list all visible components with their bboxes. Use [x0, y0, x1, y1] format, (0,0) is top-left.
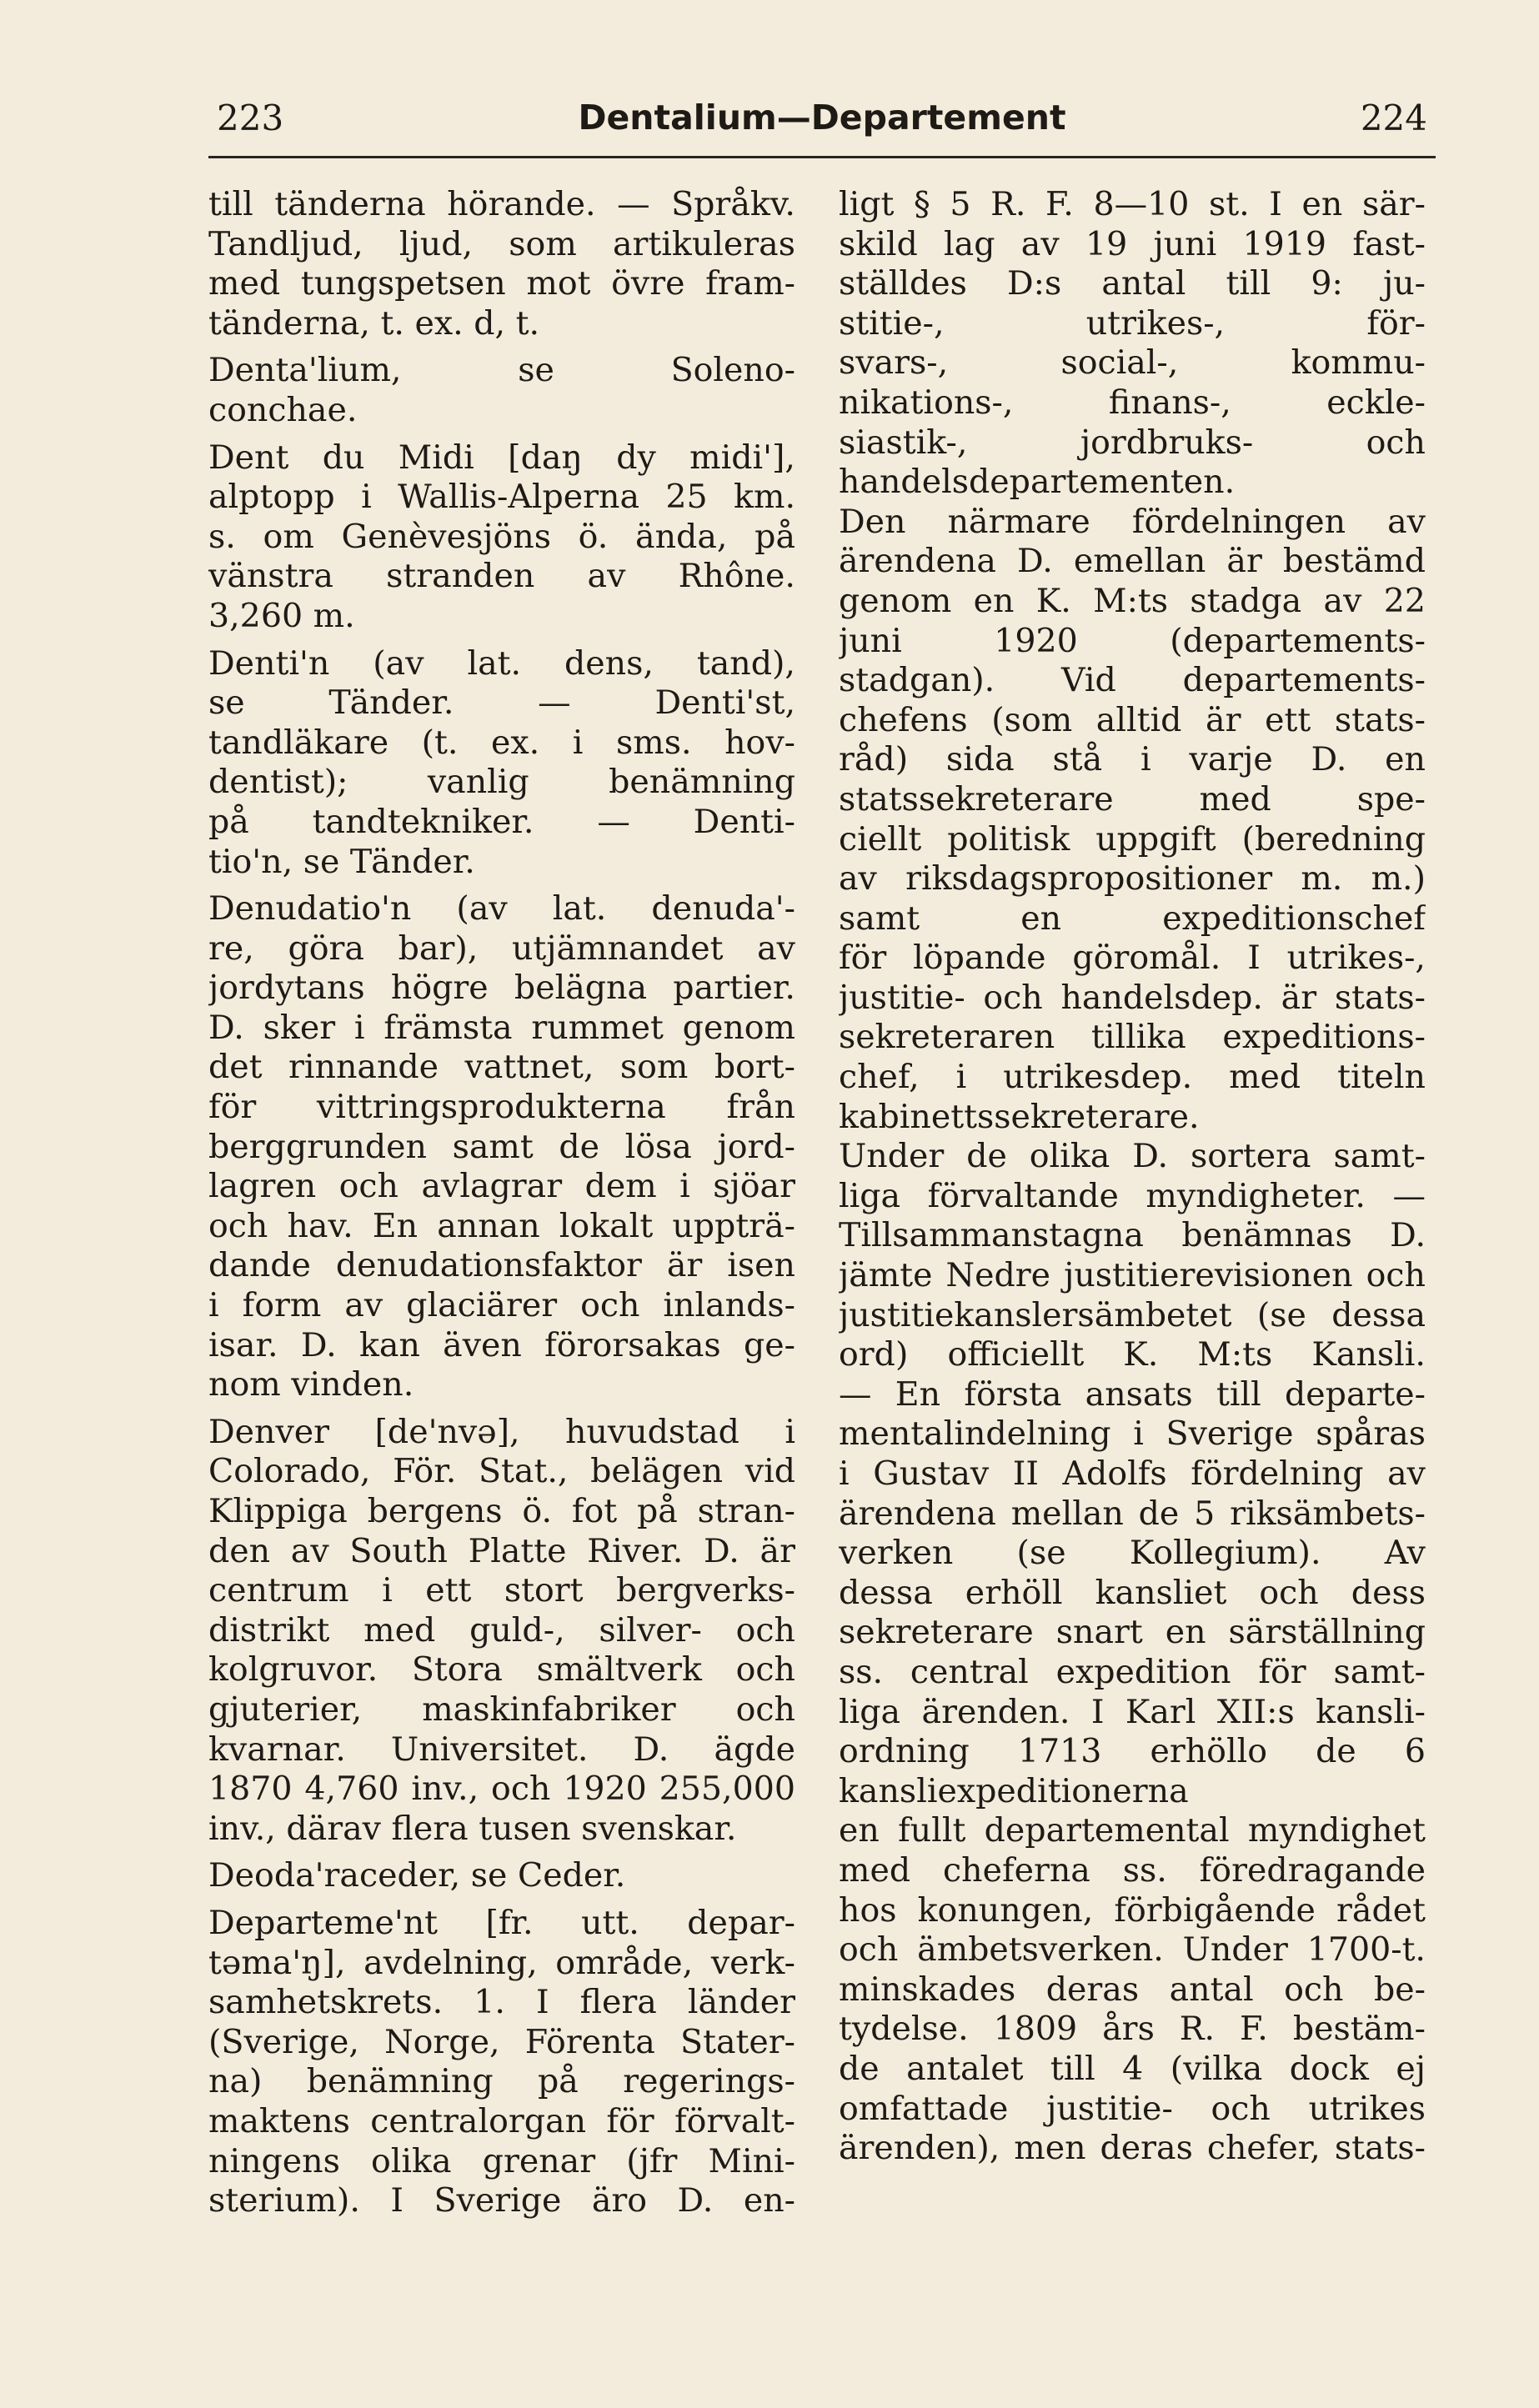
text-line: liga förvaltande myndigheter. —	[839, 1176, 1426, 1215]
page-header	[208, 90, 1436, 148]
text-line: dessa erhöll kansliet och dess	[839, 1573, 1426, 1612]
left-column	[208, 185, 795, 2221]
text-line: kvarnar. Universitet. D. ägde	[208, 1730, 795, 1769]
text-line: tandläkare (t. ex. i sms. hov-	[208, 723, 795, 762]
text-line: conchae.	[208, 390, 358, 429]
text-line: Denta'lium, se Soleno-	[208, 351, 795, 390]
text-line: sekreteraren tillika expeditions-	[839, 1018, 1426, 1057]
text-line: Klippiga bergens ö. fot på stran-	[208, 1492, 795, 1530]
page-number-left: 223	[217, 98, 284, 138]
text-line: på tandtekniker. — Denti-	[208, 802, 795, 841]
text-line: lagren och avlagrar dem i sjöar	[208, 1167, 795, 1206]
text-line: råd) sida stå i varje D. en	[839, 740, 1426, 779]
right-column	[839, 185, 1426, 2169]
text-line: sekreterare snart en särställning	[839, 1613, 1426, 1652]
text-line: för vittringsprodukterna från	[208, 1088, 795, 1127]
text-line: ärendena mellan de 5 riksämbets-	[839, 1494, 1426, 1533]
text-line: i form av glaciärer och inlands-	[208, 1286, 795, 1325]
text-line: med cheferna ss. föredragande	[839, 1850, 1426, 1890]
header-rule	[208, 156, 1436, 158]
text-line: justitiekanslersämbetet (se dessa	[839, 1295, 1426, 1334]
text-line: stitie-, utrikes-, för-	[839, 303, 1426, 343]
text-line: nom vinden.	[208, 1365, 414, 1404]
text-line: tio'n, se Tänder.	[208, 842, 475, 881]
text-line: med tungspetsen mot övre fram-	[208, 264, 795, 303]
text-line: re, göra bar), utjämnandet av	[208, 929, 795, 968]
text-line: Denudatio'n (av lat. denuda'-	[208, 889, 795, 929]
text-line: justitie- och handelsdep. är stats-	[839, 978, 1426, 1017]
text-line: Deoda'raceder, se Ceder.	[208, 1856, 626, 1895]
text-line: dande denudationsfaktor är isen	[208, 1246, 795, 1285]
text-line: maktens centralorgan för förvalt-	[208, 2101, 795, 2140]
text-line: genom en K. M:ts stadga av 22	[839, 581, 1426, 620]
text-line: i Gustav II Adolfs fördelning av	[839, 1454, 1426, 1493]
text-line: handelsdepartementen.	[839, 463, 1236, 502]
text-line: mentalindelning i Sverige spåras	[839, 1414, 1426, 1454]
running-head: Dentalium—Departement	[578, 98, 1066, 138]
text-line: Departeme'nt [fr. utt. depar-	[208, 1903, 795, 1942]
text-line: vänstra stranden av Rhône.	[208, 557, 795, 596]
text-line: chef, i utrikesdep. med titeln	[839, 1058, 1426, 1097]
text-line: — En första ansats till departe-	[839, 1374, 1426, 1414]
text-line: 1870 4,760 inv., och 1920 255,000	[208, 1770, 795, 1809]
text-line: alptopp i Wallis-Alperna 25 km.	[208, 478, 795, 517]
text-line: ciellt politisk uppgift (beredning	[839, 819, 1426, 859]
text-line: en fullt departemental myndighet	[839, 1811, 1426, 1850]
text-line: juni 1920 (departements-	[839, 621, 1426, 660]
text-line: gjuterier, maskinfabriker och	[208, 1690, 795, 1729]
text-line: Den närmare fördelningen av	[839, 502, 1426, 541]
text-line: statssekreterare med spe-	[839, 779, 1426, 819]
text-line: stadgan). Vid departements-	[839, 661, 1426, 700]
text-line: nikations-, finans-, eckle-	[839, 383, 1426, 422]
text-line: ärendena D. emellan är bestämd	[839, 542, 1426, 581]
text-line: skild lag av 19 juni 1919 fast-	[839, 224, 1426, 263]
text-line: (Sverige, Norge, Förenta Stater-	[208, 2022, 795, 2061]
text-line: Tandljud, ljud, som artikuleras	[208, 224, 795, 263]
text-line: Denti'n (av lat. dens, tand),	[208, 643, 795, 683]
text-line: ningens olika grenar (jfr Mini-	[208, 2141, 795, 2180]
text-line: chefens (som alltid är ett stats-	[839, 700, 1426, 739]
text-line: svars-, social-, kommu-	[839, 343, 1426, 383]
text-line: na) benämning på regerings-	[208, 2062, 795, 2101]
text-line: distrikt med guld-, silver- och	[208, 1610, 795, 1650]
text-line: Tillsammanstagna benämnas D.	[839, 1216, 1426, 1255]
text-line: jämte Nedre justitierevisionen och	[839, 1256, 1426, 1295]
text-line: jordytans högre belägna partier.	[208, 969, 795, 1008]
text-line: samhetskrets. 1. I flera länder	[208, 1983, 795, 2022]
text-line: D. sker i främsta rummet genom	[208, 1008, 795, 1047]
text-line: minskades deras antal och be-	[839, 1970, 1426, 2009]
text-line: berggrunden samt de lösa jord-	[208, 1127, 795, 1166]
text-line: inv., därav flera tusen svenskar.	[208, 1809, 737, 1848]
text-line: omfattade justitie- och utrikes	[839, 2089, 1426, 2128]
text-line: Dent du Midi [daŋ dy midi'],	[208, 438, 795, 477]
text-line: Colorado, För. Stat., belägen vid	[208, 1452, 795, 1491]
text-line: kolgruvor. Stora smältverk och	[208, 1650, 795, 1690]
text-line: hos konungen, förbigående rådet	[839, 1890, 1426, 1930]
text-line: ställdes D:s antal till 9: ju-	[839, 264, 1426, 303]
text-line: och ämbetsverken. Under 1700-t.	[839, 1930, 1426, 1970]
text-line: liga ärenden. I Karl XII:s kansli-	[839, 1692, 1426, 1731]
text-line: ärenden), men deras chefer, stats-	[839, 2129, 1426, 2168]
text-line: Denver [de'nvə], huvudstad i	[208, 1412, 795, 1451]
text-line: 3,260 m.	[208, 596, 355, 635]
text-line: s. om Genèvesjöns ö. ända, på	[208, 517, 795, 556]
text-line: verken (se Kollegium). Av	[839, 1534, 1426, 1573]
text-line: till tänderna hörande. — Språkv.	[208, 185, 795, 223]
page-number-right: 224	[1360, 98, 1427, 138]
text-line: tänderna, t. ex. d, t.	[208, 303, 540, 343]
text-line: se Tänder. — Denti'st,	[208, 683, 795, 723]
text-line: ord) officiellt K. M:ts Kansli.	[839, 1335, 1426, 1374]
text-line: dentist); vanlig benämning	[208, 763, 795, 802]
text-line: av riksdagspropositioner m. m.)	[839, 859, 1426, 899]
text-line: kabinettssekreterare.	[839, 1097, 1200, 1136]
text-line: təma'ŋ], avdelning, område, verk-	[208, 1943, 795, 1982]
text-line: för löpande göromål. I utrikes-,	[839, 939, 1426, 978]
text-line: ss. central expedition för samt-	[839, 1652, 1426, 1691]
text-line: centrum i ett stort bergverks-	[208, 1571, 795, 1610]
text-line: isar. D. kan även förorsakas ge-	[208, 1325, 795, 1364]
text-line: ordning 1713 erhöllo de 6	[839, 1732, 1426, 1771]
text-line: det rinnande vattnet, som bort-	[208, 1048, 795, 1087]
text-line: samt en expeditionschef	[839, 899, 1426, 938]
text-line: kansliexpeditionerna	[839, 1771, 1189, 1810]
text-line: den av South Platte River. D. är	[208, 1531, 795, 1570]
text-line: de antalet till 4 (vilka dock ej	[839, 2049, 1426, 2088]
text-line: siastik-, jordbruks- och	[839, 423, 1426, 462]
text-line: Under de olika D. sortera samt-	[839, 1137, 1426, 1176]
text-line: sterium). I Sverige äro D. en-	[208, 2181, 795, 2220]
text-line: och hav. En annan lokalt uppträ-	[208, 1206, 795, 1245]
text-line: ligt § 5 R. F. 8—10 st. I en sär-	[839, 185, 1426, 223]
text-line: tydelse. 1809 års R. F. bestäm-	[839, 2010, 1426, 2049]
